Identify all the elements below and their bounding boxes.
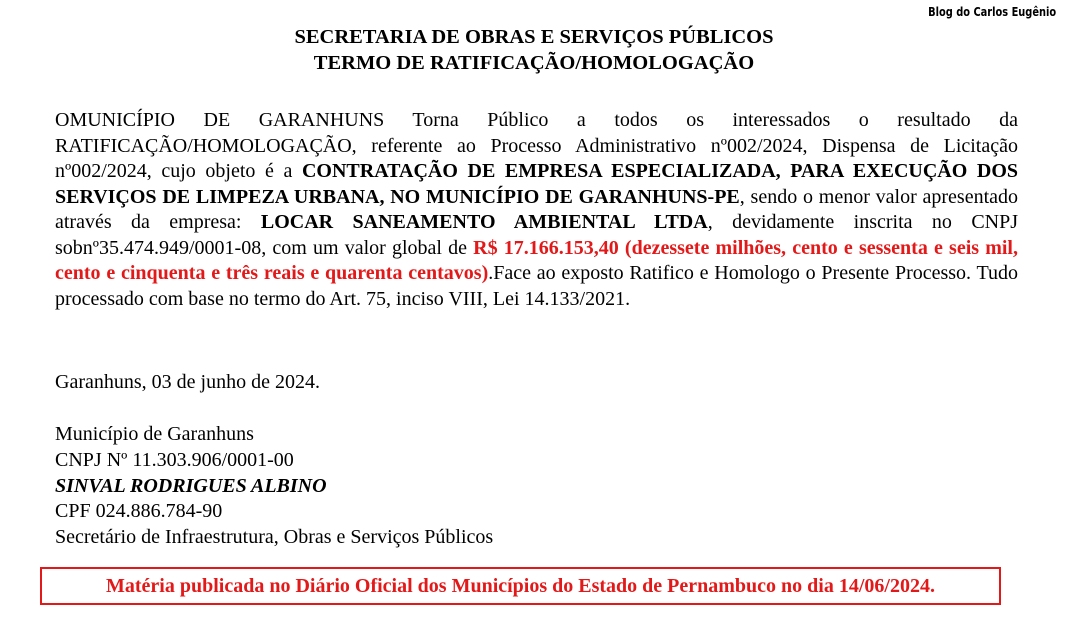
document-date: Garanhuns, 03 de junho de 2024. (55, 371, 320, 393)
blog-watermark: Blog do Carlos Eugênio (927, 5, 1056, 19)
signature-entity: Município de Garanhuns (55, 423, 254, 445)
body-cnpj: , devidamente inscrita no CNPJ sobnº35.474.949/0001-08, com um valor global de (55, 211, 1019, 259)
ratification-paragraph (55, 108, 1018, 312)
body-company-intro: , sendo o menor valor apresentado através da empresa: (55, 185, 1019, 233)
signature-block (55, 422, 493, 551)
header-line-1: SECRETARIA DE OBRAS E SERVIÇOS PÚBLICOS (294, 26, 774, 48)
signatory-role: Secretário de Infraestrutura, Obras e Serviços Públicos (55, 526, 494, 549)
company-name: LOCAR SANEAMENTO AMBIENTAL LTDA (260, 211, 708, 233)
signatory-cpf: CPF 024.886.784-90 (55, 500, 223, 523)
publication-notice (40, 567, 1001, 605)
signature-cnpj: CNPJ Nº 11.303.906/0001-00 (55, 448, 294, 471)
document-header (0, 24, 1068, 76)
signatory-name: SINVAL RODRIGUES ALBINO (55, 474, 327, 497)
contract-object: CONTRATAÇÃO DE EMPRESA ESPECIALIZADA, PARA EXECUÇÃO DOS SERVIÇOS DE LIMPEZA URBANA, NO MUNICÍPIO DE GARANHUNS-PE (55, 160, 1018, 208)
contract-value: R$ 17.166.153,40 (dezessete milhões, cento e sessenta e seis mil, cento e cinquenta e três reais e quarenta centavos) (55, 236, 1018, 284)
body-closing: .Face ao exposto Ratifico e Homologo o Presente Processo. Tudo processado com base no termo do Art. 75, inciso VIII, Lei 14.133/2021. (55, 262, 1018, 310)
header-line-2: TERMO DE RATIFICAÇÃO/HOMOLOGAÇÃO (313, 52, 755, 74)
body-intro: OMUNICÍPIO DE GARANHUNS Torna Público a todos os interessados o resultado da RATIFICAÇÃO/HOMOLOGAÇÃO, referente ao Processo Administrativo nº002/2024, Dispensa de Licitação nº002/2024, cujo objeto é a (55, 109, 1018, 182)
publication-notice-text: Matéria publicada no Diário Oficial dos Municípios do Estado de Pernambuco no dia 14/06/2024. (106, 574, 935, 597)
